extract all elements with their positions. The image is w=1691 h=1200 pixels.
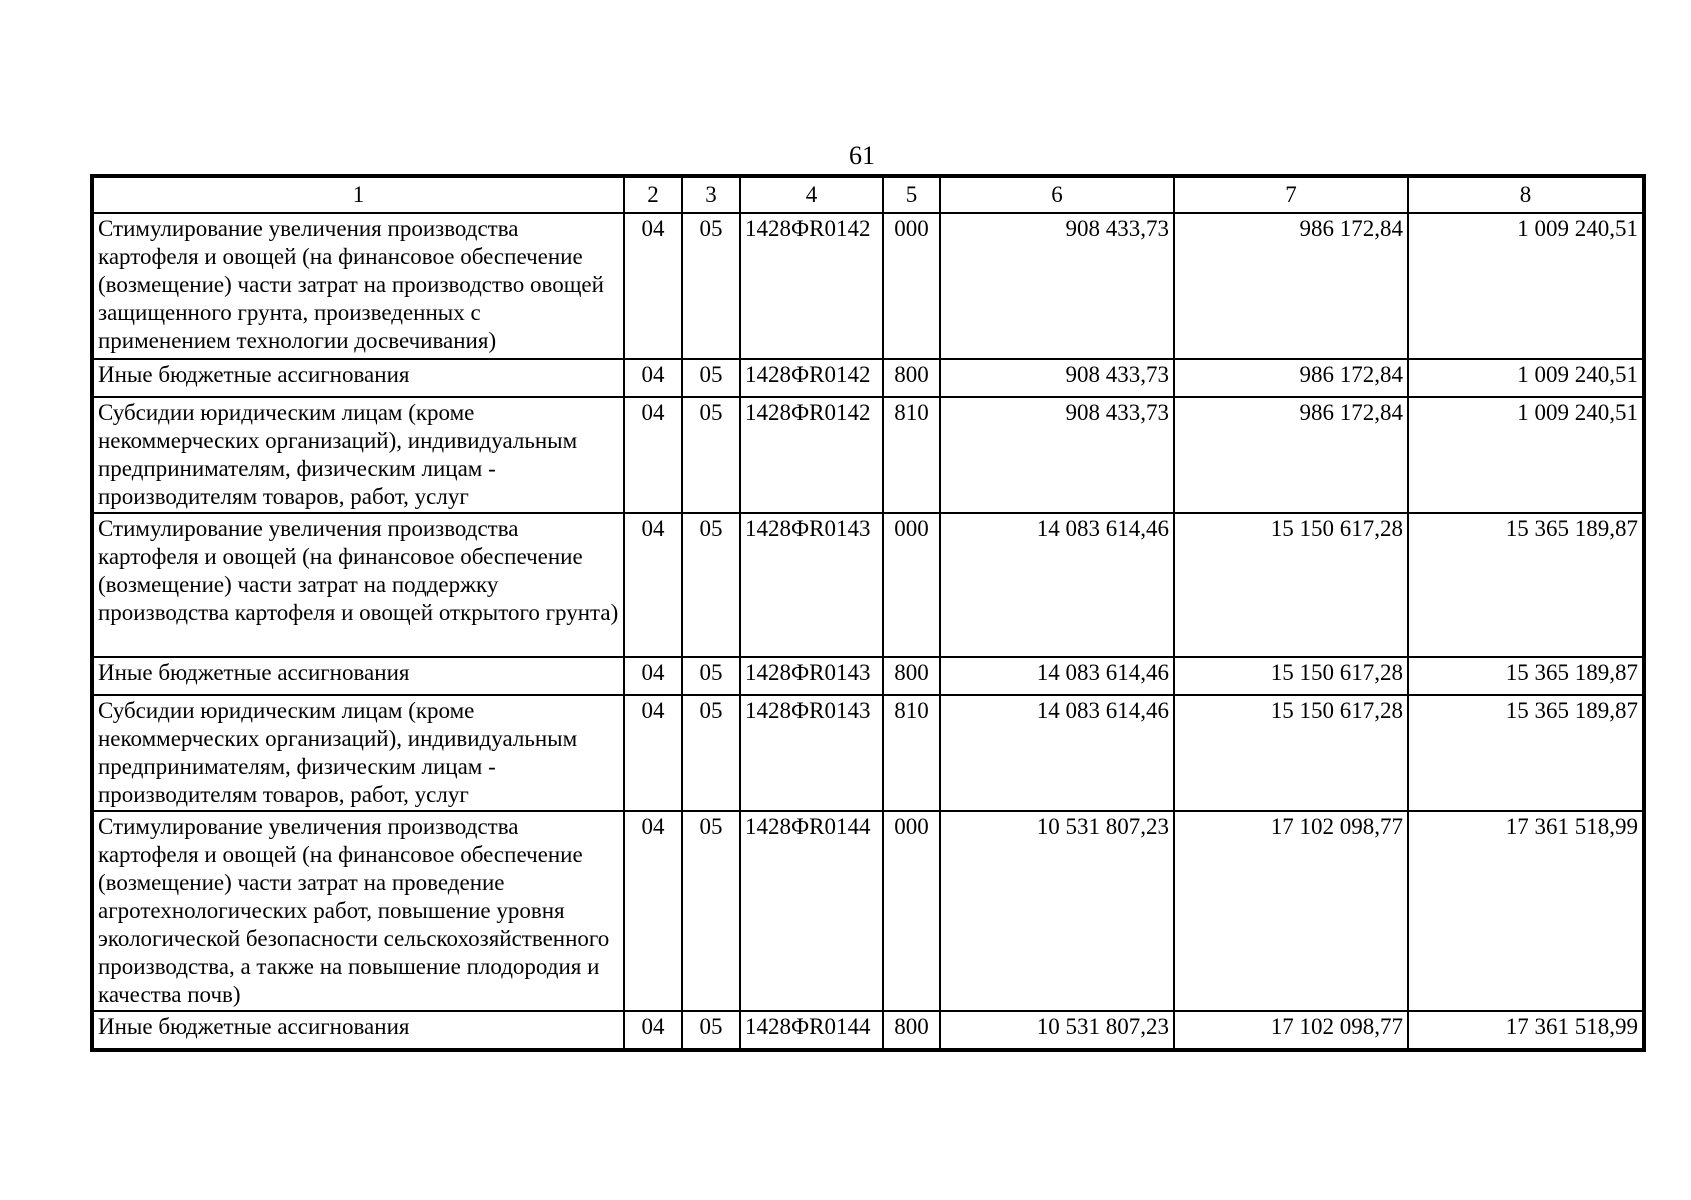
row-amount-col6: 908 433,73 (940, 397, 1174, 513)
row-section: 04 (624, 359, 682, 397)
row-amount-col7: 15 150 617,28 (1174, 695, 1408, 811)
row-amount-col6: 14 083 614,46 (940, 513, 1174, 657)
row-name: Стимулирование увеличения производства картофеля и овощей (на финансовое обеспечение (возмещение) части затрат на производство овощей защищенного грунта, произведенных с применением технологии досвечивания) (93, 213, 624, 359)
row-amount-col7: 15 150 617,28 (1174, 513, 1408, 657)
table-row (93, 1011, 1643, 1049)
row-target-code: 1428ФR0143 (740, 513, 883, 657)
row-amount-col6: 908 433,73 (940, 213, 1174, 359)
row-amount-col7: 17 102 098,77 (1174, 811, 1408, 1011)
row-name: Субсидии юридическим лицам (кроме некоммерческих организаций), индивидуальным предпринимателям, физическим лицам - производителям товаров, работ, услуг (93, 695, 624, 811)
header-row (93, 177, 1643, 213)
row-name: Иные бюджетные ассигнования (93, 1011, 624, 1049)
row-amount-col6: 14 083 614,46 (940, 695, 1174, 811)
row-target-code: 1428ФR0144 (740, 1011, 883, 1049)
table-row (93, 397, 1643, 513)
row-subsection: 05 (682, 513, 740, 657)
row-subsection: 05 (682, 657, 740, 695)
table-row (93, 695, 1643, 811)
header-cell: 5 (883, 177, 940, 213)
row-amount-col6: 10 531 807,23 (940, 1011, 1174, 1049)
row-target-code: 1428ФR0143 (740, 695, 883, 811)
row-name: Стимулирование увеличения производства картофеля и овощей (на финансовое обеспечение (возмещение) части затрат на проведение агротехнологических работ, повышение уровня экологической безопасности сельскохозяйственного производства, а также на повышение плодородия и качества почв) (93, 811, 624, 1011)
row-amount-col8: 15 365 189,87 (1408, 513, 1643, 657)
table-row (93, 811, 1643, 1011)
row-amount-col6: 908 433,73 (940, 359, 1174, 397)
row-section: 04 (624, 811, 682, 1011)
row-section: 04 (624, 657, 682, 695)
table-row (93, 513, 1643, 657)
row-name: Иные бюджетные ассигнования (93, 359, 624, 397)
row-amount-col7: 17 102 098,77 (1174, 1011, 1408, 1049)
row-subsection: 05 (682, 359, 740, 397)
row-amount-col6: 14 083 614,46 (940, 657, 1174, 695)
header-cell: 1 (93, 177, 624, 213)
row-target-code: 1428ФR0144 (740, 811, 883, 1011)
row-expense-type: 000 (883, 513, 940, 657)
row-subsection: 05 (682, 811, 740, 1011)
table-row (93, 359, 1643, 397)
row-expense-type: 810 (883, 695, 940, 811)
row-subsection: 05 (682, 1011, 740, 1049)
header-cell: 6 (940, 177, 1174, 213)
row-amount-col7: 986 172,84 (1174, 213, 1408, 359)
row-expense-type: 800 (883, 1011, 940, 1049)
header-cell: 2 (624, 177, 682, 213)
row-amount-col8: 1 009 240,51 (1408, 397, 1643, 513)
table-row (93, 657, 1643, 695)
row-expense-type: 800 (883, 359, 940, 397)
header-cell: 3 (682, 177, 740, 213)
row-amount-col8: 15 365 189,87 (1408, 657, 1643, 695)
row-subsection: 05 (682, 213, 740, 359)
header-cell: 4 (740, 177, 883, 213)
row-amount-col7: 986 172,84 (1174, 359, 1408, 397)
row-amount-col8: 1 009 240,51 (1408, 213, 1643, 359)
row-expense-type: 810 (883, 397, 940, 513)
row-amount-col8: 17 361 518,99 (1408, 811, 1643, 1011)
row-expense-type: 800 (883, 657, 940, 695)
row-section: 04 (624, 695, 682, 811)
row-target-code: 1428ФR0142 (740, 397, 883, 513)
row-name: Стимулирование увеличения производства картофеля и овощей (на финансовое обеспечение (возмещение) части затрат на поддержку производства картофеля и овощей открытого грунта) (93, 513, 624, 657)
row-amount-col8: 1 009 240,51 (1408, 359, 1643, 397)
page-number: 61 (849, 141, 875, 170)
header-cell: 7 (1174, 177, 1408, 213)
table-row (93, 213, 1643, 359)
row-expense-type: 000 (883, 811, 940, 1011)
row-target-code: 1428ФR0142 (740, 213, 883, 359)
header-cell: 8 (1408, 177, 1643, 213)
row-amount-col8: 15 365 189,87 (1408, 695, 1643, 811)
row-amount-col7: 15 150 617,28 (1174, 657, 1408, 695)
row-name: Субсидии юридическим лицам (кроме некоммерческих организаций), индивидуальным предпринимателям, физическим лицам - производителям товаров, работ, услуг (93, 397, 624, 513)
row-subsection: 05 (682, 397, 740, 513)
row-expense-type: 000 (883, 213, 940, 359)
row-section: 04 (624, 397, 682, 513)
row-section: 04 (624, 513, 682, 657)
row-amount-col8: 17 361 518,99 (1408, 1011, 1643, 1049)
row-name: Иные бюджетные ассигнования (93, 657, 624, 695)
row-section: 04 (624, 213, 682, 359)
row-target-code: 1428ФR0143 (740, 657, 883, 695)
row-amount-col6: 10 531 807,23 (940, 811, 1174, 1011)
budget-table (92, 176, 1644, 1050)
row-target-code: 1428ФR0142 (740, 359, 883, 397)
row-section: 04 (624, 1011, 682, 1049)
row-subsection: 05 (682, 695, 740, 811)
row-amount-col7: 986 172,84 (1174, 397, 1408, 513)
